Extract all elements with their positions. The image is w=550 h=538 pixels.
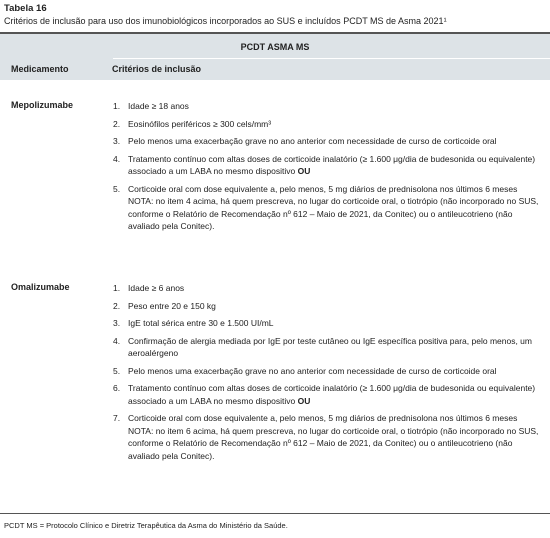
criterion-text: Idade ≥ 18 anos	[128, 101, 189, 111]
criterion-number: 5.	[113, 365, 121, 376]
footnote: PCDT MS = Protocolo Clínico e Diretriz Terapêutica da Asma do Ministério da Saúde.	[4, 521, 288, 530]
criterion-number: 1.	[113, 283, 121, 293]
criterion-number: 4.	[113, 153, 121, 164]
criterion-text: Eosinófilos periféricos ≥ 300 cels/mm³	[128, 118, 272, 129]
criterion-number: 3.	[113, 136, 121, 146]
bottom-rule	[0, 513, 550, 514]
criterion-number: 3.	[113, 318, 121, 328]
table-caption	[4, 3, 544, 27]
criterion-text: Corticoide oral com dose equivalente a, pelo menos, 5 mg diários de prednisolona nos últimos 6 meses NOTA: no item 6 acima, há quem prescreva, no lugar do corticoide oral, o tiotrópio (não incorporado no SUS, conforme o Relatório de Recomendação nº 612 – Maio de 2021, da Conitec) ou o antileucotrieno (não avaliado pela Conitec).	[128, 413, 539, 461]
criterion-item	[113, 183, 543, 233]
criterion-item	[113, 282, 543, 295]
criterion-text: IgE total sérica entre 30 e 1.500 UI/mL	[128, 318, 274, 328]
criterion-connector: OU	[297, 395, 311, 406]
criterion-text: Tratamento contínuo com altas doses de corticoide inalatório (≥ 1.600 μg/dia de budesonida ou equivalente) associado a um LABA no mesmo dispositivo	[128, 153, 536, 176]
criteria-list	[113, 282, 543, 467]
criterion-item	[113, 365, 543, 378]
criterion-text: Confirmação de alergia mediada por IgE por teste cutâneo ou IgE específica positiva para, pelo menos, um aeroalérgeno	[128, 335, 532, 358]
criteria-list	[113, 100, 543, 238]
header-divider	[113, 58, 550, 59]
criterion-item	[113, 317, 543, 330]
drug-name: Mepolizumabe	[11, 100, 74, 110]
criterion-item	[113, 118, 543, 131]
criterion-number: 2.	[113, 118, 121, 129]
criterion-text: Pelo menos uma exacerbação grave no ano anterior com necessidade de curso de corticoide oral	[128, 365, 497, 376]
criterion-item	[113, 335, 543, 360]
criterion-text: Pelo menos uma exacerbação grave no ano anterior com necessidade de curso de corticoide oral	[128, 136, 497, 146]
column-header-criteria: Critérios de inclusão	[112, 64, 202, 74]
criterion-number: 4.	[113, 335, 121, 346]
criterion-number: 5.	[113, 183, 121, 194]
drug-name: Omalizumabe	[11, 282, 70, 292]
criterion-number: 2.	[113, 300, 121, 311]
caption-subtitle: Critérios de inclusão para uso dos imunobiológicos incorporados ao SUS e incluídos PCDT MS de Asma 2021¹	[4, 16, 447, 26]
criterion-number: 7.	[113, 413, 121, 423]
table-header	[0, 34, 550, 80]
criterion-item	[113, 100, 543, 113]
criterion-text: Idade ≥ 6 anos	[128, 283, 185, 293]
criterion-text: Tratamento contínuo com altas doses de corticoide inalatório (≥ 1.600 μg/dia de budesonida ou equivalente) associado a um LABA no mesmo dispositivo	[128, 383, 536, 406]
column-header-medication: Medicamento	[11, 64, 69, 74]
group-header: PCDT ASMA MS	[240, 42, 310, 52]
criterion-number: 1.	[113, 101, 121, 111]
criterion-item	[113, 153, 543, 178]
criterion-item	[113, 412, 543, 462]
criterion-item	[113, 382, 543, 407]
criterion-item	[113, 135, 543, 148]
criterion-item	[113, 300, 543, 313]
caption-title: Tabela 16	[4, 3, 47, 14]
criterion-text: Peso entre 20 e 150 kg	[128, 300, 216, 311]
criterion-text: Corticoide oral com dose equivalente a, pelo menos, 5 mg diários de prednisolona nos últimos 6 meses NOTA: no item 4 acima, há quem prescreva, no lugar do corticoide oral, o tiotrópio (não incorporado no SUS, conforme o Relatório de Recomendação nº 612 – Maio de 2021, da Conitec) ou o antileucotrieno (não avaliado pela Conitec).	[128, 183, 539, 231]
criterion-connector: OU	[297, 166, 311, 176]
criterion-number: 6.	[113, 383, 121, 393]
